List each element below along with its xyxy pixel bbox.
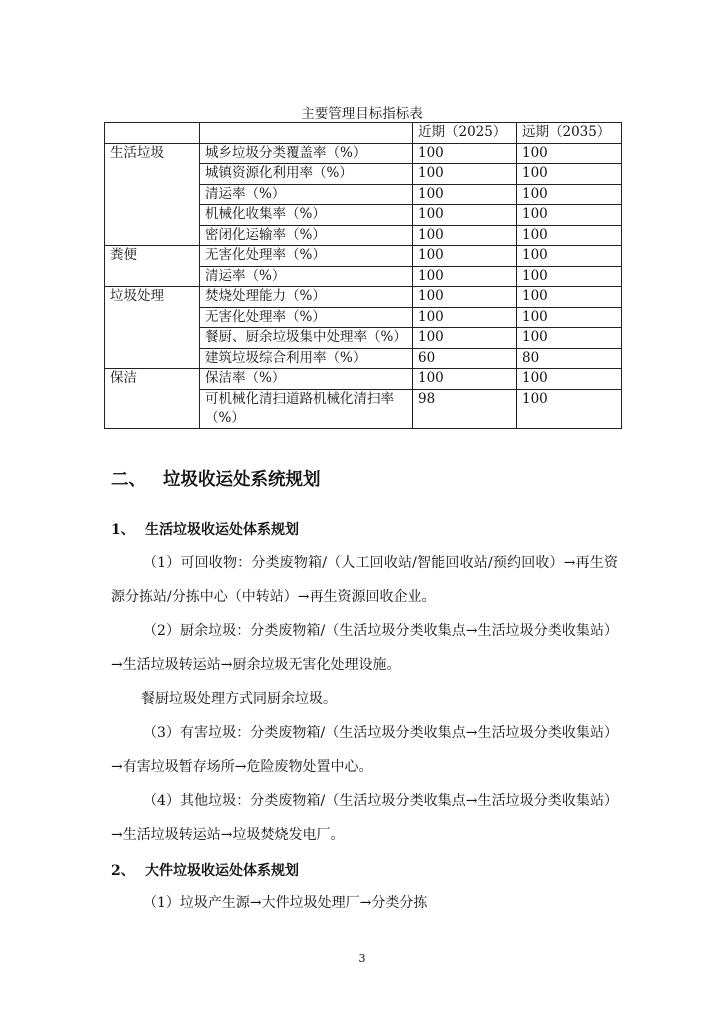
subsection-title: 生活垃圾收运处体系规划: [145, 522, 299, 538]
long-term-cell: 100: [517, 369, 622, 390]
table-header-row: [105, 123, 622, 144]
paragraph-food-waste: 餐厨垃圾处理方式同厨余垃圾。: [141, 691, 337, 707]
subsection-number: 1、: [111, 522, 135, 538]
near-term-cell: 100: [413, 369, 517, 390]
long-term-cell: 100: [517, 266, 622, 287]
section-number: 二、: [111, 470, 146, 490]
indicator-cell: 保洁率（%）: [200, 369, 413, 390]
indicator-cell: 密闭化运输率（%）: [200, 225, 413, 246]
indicator-cell: 机械化收集率（%）: [200, 205, 413, 226]
header-cell: 近期（2025）: [413, 123, 517, 144]
table-row: [105, 246, 622, 267]
subsection-heading-1: [111, 519, 299, 539]
long-term-cell: 100: [517, 164, 622, 185]
table-caption: 主要管理目标指标表: [301, 106, 423, 122]
indicator-cell: 无害化处理率（%）: [200, 307, 413, 328]
management-targets-table: [104, 122, 622, 429]
near-term-cell: 100: [413, 225, 517, 246]
long-term-cell: 100: [517, 389, 622, 428]
long-term-cell: 80: [517, 348, 622, 369]
category-cell: 粪便: [105, 246, 200, 287]
header-cell: [200, 123, 413, 144]
subsection-number: 2、: [111, 863, 135, 879]
near-term-cell: 100: [413, 184, 517, 205]
paragraph-kitchen-waste: （2）厨余垃圾：分类废物箱/（生活垃圾分类收集点→生活垃圾分类收集站）→生活垃圾转运站→厨余垃圾无害化处理设施。: [111, 623, 618, 673]
indicator-cell: 餐厨、厨余垃圾集中处理率（%）: [200, 328, 413, 349]
near-term-cell: 100: [413, 164, 517, 185]
long-term-cell: 100: [517, 246, 622, 267]
long-term-cell: 100: [517, 328, 622, 349]
paragraph-recyclables: （1）可回收物：分类废物箱/（人工回收站/智能回收站/预约回收）→再生资源分拣站/分拣中心（中转站）→再生资源回收企业。: [111, 555, 618, 605]
paragraph-other-waste: （4）其他垃圾：分类废物箱/（生活垃圾分类收集点→生活垃圾分类收集站）→生活垃圾转运站→垃圾焚烧发电厂。: [111, 793, 618, 843]
long-term-cell: 100: [517, 225, 622, 246]
page-number: 3: [358, 952, 366, 965]
indicator-cell: 城镇资源化利用率（%）: [200, 164, 413, 185]
subsection-title: 大件垃圾收运处体系规划: [145, 863, 299, 879]
section-title: 垃圾收运处系统规划: [163, 470, 321, 490]
table-row: [105, 369, 622, 390]
table-row: [105, 287, 622, 308]
header-cell: 远期（2035）: [517, 123, 622, 144]
near-term-cell: 100: [413, 287, 517, 308]
section-heading: [111, 466, 321, 491]
category-cell: 保洁: [105, 369, 200, 429]
indicator-cell: 无害化处理率（%）: [200, 246, 413, 267]
category-cell: 生活垃圾: [105, 143, 200, 246]
subsection-heading-2: [111, 860, 299, 880]
paragraph-hazardous-waste: （3）有害垃圾：分类废物箱/（生活垃圾分类收集点→生活垃圾分类收集站）→有害垃圾暂存场所→危险废物处置中心。: [111, 725, 618, 775]
indicator-cell: 可机械化清扫道路机械化清扫率（%）: [200, 389, 413, 428]
indicator-cell: 清运率（%）: [200, 184, 413, 205]
near-term-cell: 100: [413, 307, 517, 328]
near-term-cell: 100: [413, 328, 517, 349]
long-term-cell: 100: [517, 307, 622, 328]
long-term-cell: 100: [517, 205, 622, 226]
indicator-cell: 清运率（%）: [200, 266, 413, 287]
near-term-cell: 60: [413, 348, 517, 369]
paragraph-bulky-waste: （1）垃圾产生源→大件垃圾处理厂→分类分拣: [143, 895, 428, 911]
indicator-cell: 建筑垃圾综合利用率（%）: [200, 348, 413, 369]
long-term-cell: 100: [517, 184, 622, 205]
long-term-cell: 100: [517, 143, 622, 164]
category-cell: 垃圾处理: [105, 287, 200, 369]
table-row: [105, 143, 622, 164]
header-cell: [105, 123, 200, 144]
long-term-cell: 100: [517, 287, 622, 308]
indicator-cell: 城乡垃圾分类覆盖率（%）: [200, 143, 413, 164]
indicator-cell: 焚烧处理能力（%）: [200, 287, 413, 308]
near-term-cell: 98: [413, 389, 517, 428]
near-term-cell: 100: [413, 205, 517, 226]
near-term-cell: 100: [413, 246, 517, 267]
near-term-cell: 100: [413, 143, 517, 164]
near-term-cell: 100: [413, 266, 517, 287]
